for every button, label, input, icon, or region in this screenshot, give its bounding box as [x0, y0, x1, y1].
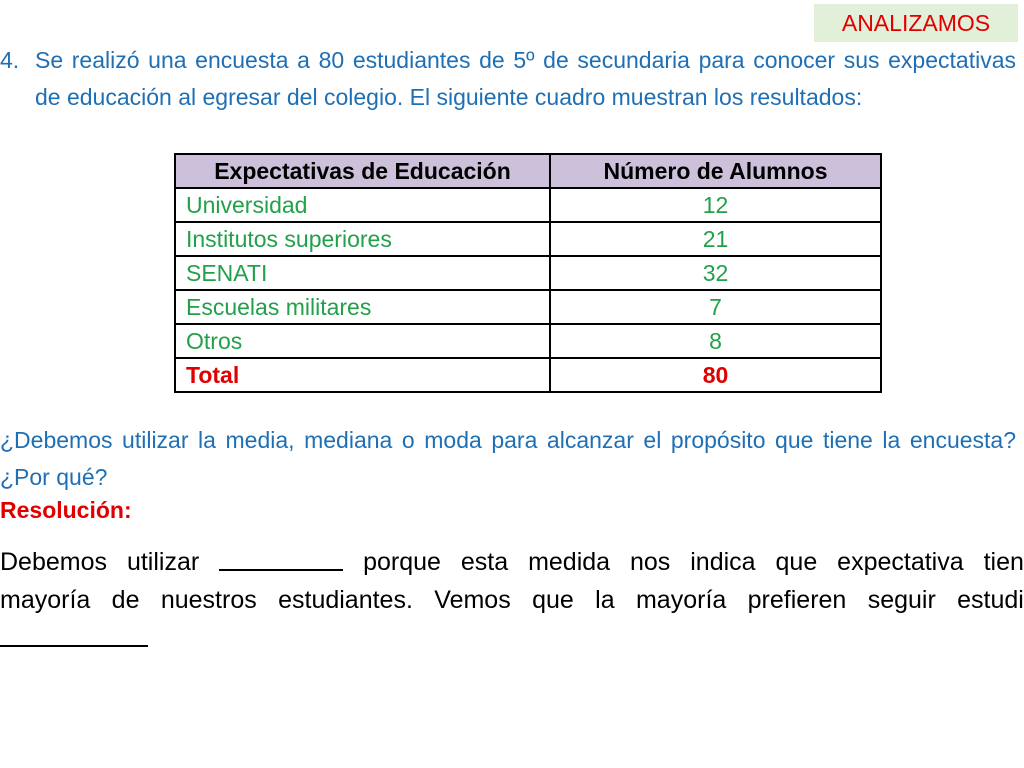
resolution-answer — [0, 543, 1024, 647]
answer-word: estudiantes. — [278, 586, 413, 614]
answer-line-3 — [0, 619, 1024, 647]
total-value: 80 — [550, 358, 881, 392]
answer-word: Debemos — [0, 548, 107, 576]
answer-word: que — [775, 548, 818, 576]
header-numero-alumnos: Número de Alumnos — [550, 154, 881, 188]
answer-word: utilizar — [126, 548, 200, 576]
table-row — [175, 324, 881, 358]
answer-blank-1[interactable] — [219, 543, 343, 571]
row-value: 12 — [550, 188, 881, 222]
table-row — [175, 188, 881, 222]
survey-table — [174, 153, 882, 393]
answer-line-1 — [0, 543, 1024, 581]
section-badge-label: ANALIZAMOS — [841, 9, 991, 36]
answer-blank-2[interactable] — [0, 619, 148, 647]
answer-word: indica — [690, 548, 756, 576]
answer-word: nuestros — [160, 586, 257, 614]
table-row — [175, 290, 881, 324]
table-total-row — [175, 358, 881, 392]
question-number: 4. — [0, 47, 20, 73]
answer-word: porque — [363, 548, 441, 576]
table-row — [175, 256, 881, 290]
row-label: Escuelas militares — [175, 290, 550, 324]
row-label: Institutos superiores — [175, 222, 550, 256]
prompt-question: ¿Debemos utilizar la media, mediana o moda para alcanzar el propósito que tiene la encuesta? ¿Por qué? — [0, 427, 1016, 490]
answer-word: la — [595, 586, 615, 614]
answer-word: mayoría — [635, 586, 727, 614]
answer-word: Vemos — [434, 586, 511, 614]
answer-word: expectativa — [837, 548, 964, 576]
answer-word: de — [111, 586, 140, 614]
answer-word: prefieren — [747, 586, 847, 614]
answer-word: que — [532, 586, 574, 614]
question-text: Se realizó una encuesta a 80 estudiantes de 5º de secundaria para conocer sus expectativas de educación al egresar del colegio. El siguiente cuadro muestran los resultados: — [35, 47, 1016, 110]
answer-word: estudi — [957, 586, 1024, 614]
header-expectativas: Expectativas de Educación — [175, 154, 550, 188]
answer-line-2 — [0, 581, 1024, 619]
answer-word: nos — [630, 548, 671, 576]
row-value: 8 — [550, 324, 881, 358]
answer-word: esta — [460, 548, 509, 576]
answer-word: seguir — [867, 586, 936, 614]
table-header-row — [175, 154, 881, 188]
answer-word: medida — [528, 548, 611, 576]
answer-word: tien — [983, 548, 1024, 576]
section-badge — [814, 4, 1018, 42]
table-row — [175, 222, 881, 256]
row-label: Universidad — [175, 188, 550, 222]
row-value: 21 — [550, 222, 881, 256]
row-value: 7 — [550, 290, 881, 324]
resolution-title: Resolución: — [0, 497, 132, 523]
total-label: Total — [175, 358, 550, 392]
answer-word: mayoría — [0, 586, 91, 614]
row-label: Otros — [175, 324, 550, 358]
row-label: SENATI — [175, 256, 550, 290]
row-value: 32 — [550, 256, 881, 290]
